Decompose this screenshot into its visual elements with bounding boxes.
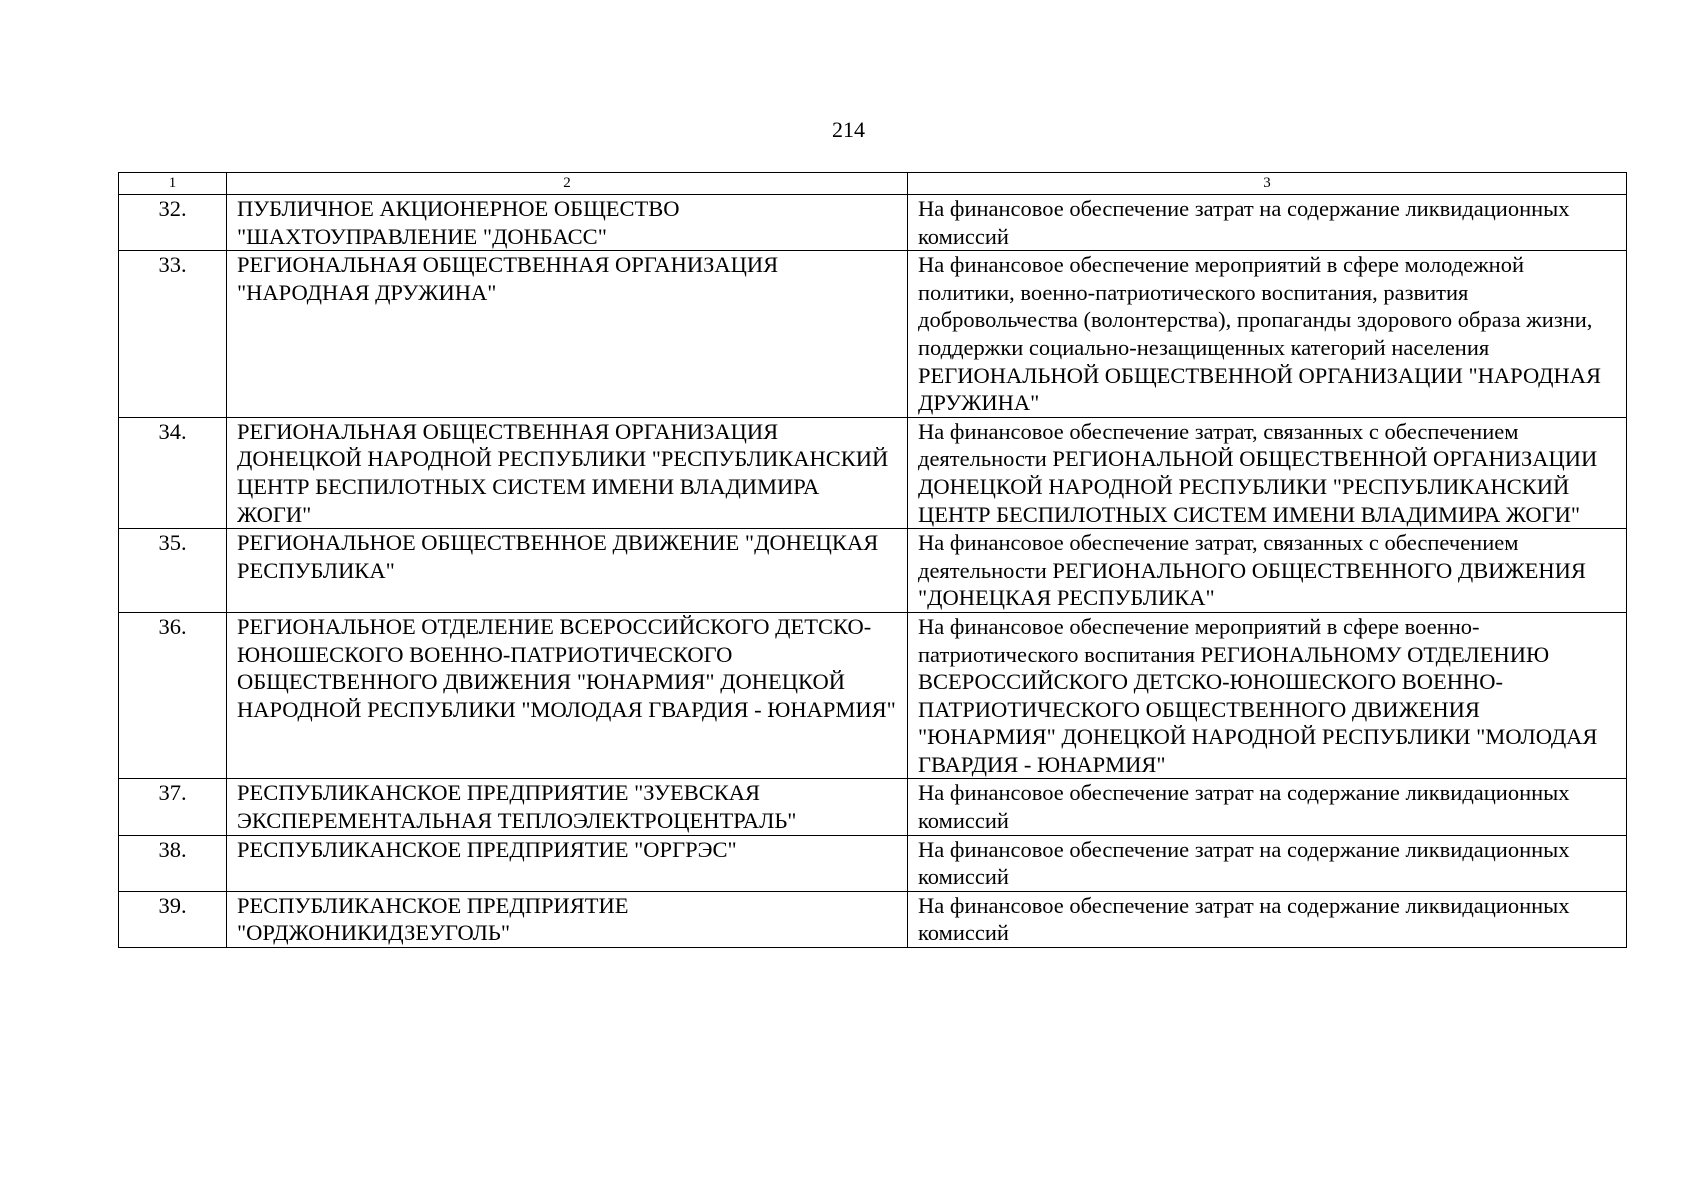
table-row: [119, 891, 1627, 947]
row-number: 33.: [119, 251, 227, 418]
table-row: [119, 251, 1627, 418]
column-header: 3: [908, 173, 1627, 195]
table-row: [119, 417, 1627, 528]
row-number: 35.: [119, 529, 227, 613]
table-row: [119, 835, 1627, 891]
row-number: 38.: [119, 835, 227, 891]
table-row: [119, 779, 1627, 835]
funding-purpose: На финансовое обеспечение затрат на содержание ликвидационных комиссий: [908, 779, 1627, 835]
row-number: 34.: [119, 417, 227, 528]
table-row: [119, 529, 1627, 613]
row-number: 32.: [119, 195, 227, 251]
row-number: 39.: [119, 891, 227, 947]
table-header-row: [119, 173, 1627, 195]
organization-name: РЕСПУБЛИКАНСКОЕ ПРЕДПРИЯТИЕ "ОРДЖОНИКИДЗЕУГОЛЬ": [227, 891, 908, 947]
funding-purpose: На финансовое обеспечение мероприятий в сфере военно-патриотического воспитания РЕГИОНАЛЬНОМУ ОТДЕЛЕНИЮ ВСЕРОССИЙСКОГО ДЕТСКО-ЮНОШЕСКОГО ВОЕННО-ПАТРИОТИЧЕСКОГО ОБЩЕСТВЕННОГО ДВИЖЕНИЯ "ЮНАРМИЯ" ДОНЕЦКОЙ НАРОДНОЙ РЕСПУБЛИКИ "МОЛОДАЯ ГВАРДИЯ - ЮНАРМИЯ": [908, 612, 1627, 779]
organization-name: РЕГИОНАЛЬНОЕ ОТДЕЛЕНИЕ ВСЕРОССИЙСКОГО ДЕТСКО-ЮНОШЕСКОГО ВОЕННО-ПАТРИОТИЧЕСКОГО ОБЩЕСТВЕННОГО ДВИЖЕНИЯ "ЮНАРМИЯ" ДОНЕЦКОЙ НАРОДНОЙ РЕСПУБЛИКИ "МОЛОДАЯ ГВАРДИЯ - ЮНАРМИЯ": [227, 612, 908, 779]
organization-name: РЕСПУБЛИКАНСКОЕ ПРЕДПРИЯТИЕ "ЗУЕВСКАЯ ЭКСПЕРЕМЕНТАЛЬНАЯ ТЕПЛОЭЛЕКТРОЦЕНТРАЛЬ": [227, 779, 908, 835]
organization-name: ПУБЛИЧНОЕ АКЦИОНЕРНОЕ ОБЩЕСТВО "ШАХТОУПРАВЛЕНИЕ "ДОНБАСС": [227, 195, 908, 251]
table-row: [119, 195, 1627, 251]
page-number: 214: [832, 117, 865, 142]
row-number: 36.: [119, 612, 227, 779]
row-number: 37.: [119, 779, 227, 835]
funding-purpose: На финансовое обеспечение затрат, связанных с обеспечением деятельности РЕГИОНАЛЬНОГО ОБЩЕСТВЕННОГО ДВИЖЕНИЯ "ДОНЕЦКАЯ РЕСПУБЛИКА": [908, 529, 1627, 613]
organization-name: РЕГИОНАЛЬНОЕ ОБЩЕСТВЕННОЕ ДВИЖЕНИЕ "ДОНЕЦКАЯ РЕСПУБЛИКА": [227, 529, 908, 613]
column-header: 2: [227, 173, 908, 195]
funding-purpose: На финансовое обеспечение затрат на содержание ликвидационных комиссий: [908, 195, 1627, 251]
funding-purpose: На финансовое обеспечение мероприятий в сфере молодежной политики, военно-патриотического воспитания, развития добровольчества (волонтерства), пропаганды здорового образа жизни, поддержки социально-незащищенных категорий населения РЕГИОНАЛЬНОЙ ОБЩЕСТВЕННОЙ ОРГАНИЗАЦИИ "НАРОДНАЯ ДРУЖИНА": [908, 251, 1627, 418]
column-header: 1: [119, 173, 227, 195]
table-row: [119, 612, 1627, 779]
organization-name: РЕГИОНАЛЬНАЯ ОБЩЕСТВЕННАЯ ОРГАНИЗАЦИЯ "НАРОДНАЯ ДРУЖИНА": [227, 251, 908, 418]
funding-purpose: На финансовое обеспечение затрат, связанных с обеспечением деятельности РЕГИОНАЛЬНОЙ ОБЩЕСТВЕННОЙ ОРГАНИЗАЦИИ ДОНЕЦКОЙ НАРОДНОЙ РЕСПУБЛИКИ "РЕСПУБЛИКАНСКИЙ ЦЕНТР БЕСПИЛОТНЫХ СИСТЕМ ИМЕНИ ВЛАДИМИРА ЖОГИ": [908, 417, 1627, 528]
organization-name: РЕСПУБЛИКАНСКОЕ ПРЕДПРИЯТИЕ "ОРГРЭС": [227, 835, 908, 891]
organization-name: РЕГИОНАЛЬНАЯ ОБЩЕСТВЕННАЯ ОРГАНИЗАЦИЯ ДОНЕЦКОЙ НАРОДНОЙ РЕСПУБЛИКИ "РЕСПУБЛИКАНСКИЙ ЦЕНТР БЕСПИЛОТНЫХ СИСТЕМ ИМЕНИ ВЛАДИМИРА ЖОГИ": [227, 417, 908, 528]
funding-purpose: На финансовое обеспечение затрат на содержание ликвидационных комиссий: [908, 835, 1627, 891]
funding-purpose: На финансовое обеспечение затрат на содержание ликвидационных комиссий: [908, 891, 1627, 947]
data-table: [118, 172, 1627, 948]
